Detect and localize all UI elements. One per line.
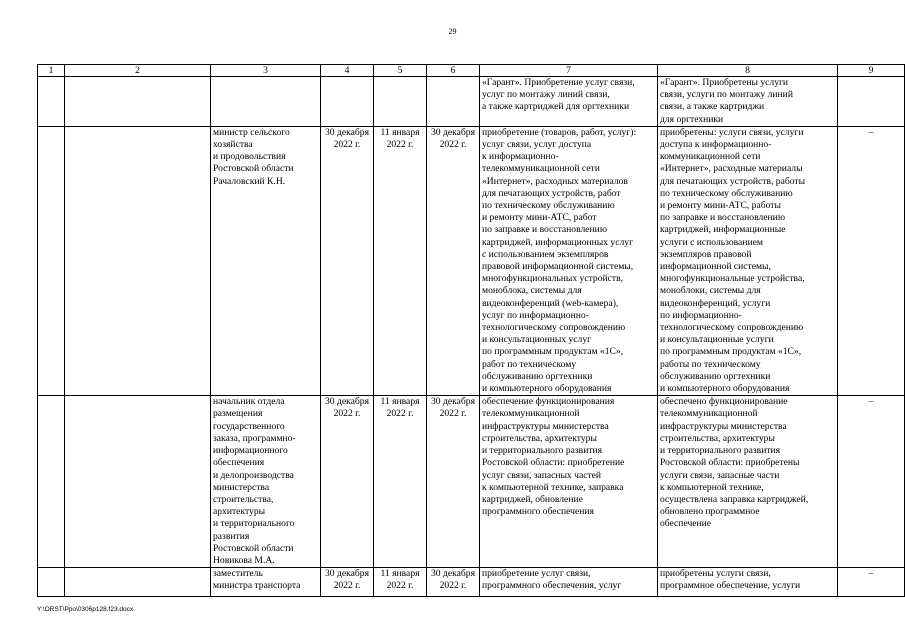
text-line: архитектуры (213, 506, 266, 518)
cell-note: – (838, 126, 905, 395)
column-header: 2 (65, 65, 211, 77)
text-line: Новикова М.А. (213, 554, 275, 566)
text-line: 30 декабря (325, 396, 369, 408)
column-header: 8 (658, 65, 838, 77)
table-row (38, 568, 905, 597)
text-line: обеспечено функционирование (660, 396, 788, 408)
cell-actual-result (658, 126, 838, 395)
cell-note: – (838, 568, 905, 597)
cell-empty (65, 568, 211, 597)
text-line: программного обеспечения (482, 506, 594, 518)
text-line: 30 декабря (325, 126, 369, 138)
table-row (38, 77, 905, 127)
text-line: к компьютерной технике, заправка (482, 481, 624, 493)
cell-official (211, 77, 321, 127)
text-line: работ по техническому (482, 358, 577, 370)
text-line: по программным продуктам «1С», (482, 346, 624, 358)
text-line: осуществлена заправка картриджей, (660, 493, 809, 505)
text-line: 2022 г. (333, 408, 361, 420)
text-line: экземпляров правовой (660, 248, 752, 260)
cell-empty (65, 77, 211, 127)
text-line: 30 декабря (431, 396, 475, 408)
text-line: и компьютерного оборудования (660, 383, 790, 395)
text-line: и территориального (213, 518, 295, 530)
text-line: обслуживанию оргтехники (482, 370, 593, 382)
cell-note: – (838, 396, 905, 568)
cell-actual-result (658, 396, 838, 568)
text-line: строительства, архитектуры (482, 432, 597, 444)
text-line: информационной системы, (660, 261, 771, 273)
text-line: связи, услуги по монтажу линий (660, 89, 793, 101)
text-line: программного обеспечения, услуг (482, 580, 622, 592)
cell-planned-activity (480, 396, 658, 568)
text-line: 30 декабря (431, 568, 475, 580)
text-line: видеоконференций (web-камера), (482, 297, 619, 309)
text-line: заказа, программно- (213, 432, 296, 444)
text-line: 2022 г. (386, 580, 414, 592)
text-line: министерства (213, 481, 270, 493)
text-line: по информационно- (660, 309, 742, 321)
cell-note (838, 77, 905, 127)
text-line: информационного (213, 445, 288, 457)
text-line: услуг по монтажу линий связи, (482, 89, 610, 101)
column-header: 9 (838, 65, 905, 77)
cell-official (211, 568, 321, 597)
text-line: и территориального развития (660, 445, 781, 457)
text-line: и компьютерного оборудования (482, 383, 612, 395)
text-line: услуг связи, услуг доступа (482, 139, 592, 151)
text-line: 2022 г. (439, 139, 467, 151)
text-line: картриджей, информационных услуг (482, 236, 634, 248)
text-line: размещения (213, 408, 263, 420)
text-line: и территориального развития (482, 445, 603, 457)
cell-planned-activity (480, 77, 658, 127)
cell-actual-result (658, 77, 838, 127)
cell-fact-date (374, 126, 427, 395)
text-line: начальник отдела (213, 396, 285, 408)
cell-fact-date (374, 77, 427, 127)
text-line: технологическому сопровождению (482, 322, 626, 334)
text-line: строительства, архитектуры (660, 432, 775, 444)
report-table (37, 64, 905, 597)
text-line: хозяйства (213, 139, 253, 151)
text-line: с использованием экземпляров (482, 248, 609, 260)
table-body (38, 65, 905, 597)
text-line: по техническому обслуживанию (482, 200, 615, 212)
text-line: 30 декабря (325, 568, 369, 580)
cell-plan-date (321, 126, 374, 395)
text-line: к информационно- (482, 151, 559, 163)
text-line: и консультационных услуг (482, 334, 592, 346)
text-line: по программным продуктам «1С», (660, 346, 802, 358)
text-line: 11 января (380, 396, 420, 408)
text-line: телекоммуникационной (482, 408, 580, 420)
text-line: для печатающих устройств, работ (482, 187, 621, 199)
text-line: «Гарант». Приобретение услуг связи, (482, 77, 635, 88)
text-line: и ремонту мини-АТС, работы (660, 200, 781, 212)
text-line: услуг по информационно- (482, 309, 589, 321)
text-line: многофункциональные устройства, (660, 273, 805, 285)
text-line: и продовольствия (213, 151, 286, 163)
text-line: технологическому сопровождению (660, 322, 804, 334)
text-line: для печатающих устройств, работы (660, 175, 806, 187)
text-line: развития (213, 530, 250, 542)
column-header: 5 (374, 65, 427, 77)
text-line: «Интернет», расходные материалы (660, 163, 803, 175)
cell-planned-activity (480, 568, 658, 597)
text-line: связи, а также картриджи (660, 101, 765, 113)
text-line: 2022 г. (333, 139, 361, 151)
text-line: 2022 г. (386, 139, 414, 151)
text-line: приобретение услуг связи, (482, 568, 591, 580)
text-line: инфраструктуры министерства (660, 420, 787, 432)
cell-empty (38, 396, 65, 568)
cell-plan-date (321, 77, 374, 127)
text-line: инфраструктуры министерства (482, 420, 609, 432)
text-line: моноблоки, системы для (660, 285, 761, 297)
column-header: 1 (38, 65, 65, 77)
text-line: Ростовской области (213, 163, 294, 175)
cell-fact-date (374, 568, 427, 597)
text-line: обновлено программное (660, 506, 760, 518)
column-header: 4 (321, 65, 374, 77)
text-line: многофункциональных устройств, (482, 273, 624, 285)
text-line: доступа к информационно- (660, 139, 772, 151)
text-line: моноблока, системы для (482, 285, 582, 297)
text-line: приобретение (товаров, работ, услуг): (482, 126, 637, 138)
text-line: министра транспорта (213, 580, 301, 592)
text-line: обеспечения (213, 457, 265, 469)
text-line: приобретены: услуги связи, услуги (660, 126, 804, 138)
cell-report-date (427, 126, 480, 395)
cell-fact-date (374, 396, 427, 568)
text-line: телекоммуникационной сети (482, 163, 600, 175)
cell-empty (38, 568, 65, 597)
text-line: 11 января (380, 126, 420, 138)
text-line: «Гарант». Приобретены услуги (660, 77, 789, 88)
cell-planned-activity (480, 126, 658, 395)
text-line: 2022 г. (439, 580, 467, 592)
text-line: 30 декабря (431, 126, 475, 138)
text-line: 2022 г. (439, 408, 467, 420)
text-line: картриджей, обновление (482, 493, 583, 505)
text-line: по заправке и восстановлению (482, 224, 607, 236)
column-header: 6 (427, 65, 480, 77)
text-line: услуги с использованием (660, 236, 763, 248)
text-line: 2022 г. (386, 408, 414, 420)
text-line: телекоммуникационной (660, 408, 758, 420)
cell-official (211, 396, 321, 568)
cell-empty (38, 77, 65, 127)
text-line: услуг связи, запасных частей (482, 469, 602, 481)
cell-actual-result (658, 568, 838, 597)
text-line: и делопроизводства (213, 469, 294, 481)
text-line: услуги связи, запасные части (660, 469, 780, 481)
text-line: заместитель (213, 568, 263, 580)
text-line: 11 января (380, 568, 420, 580)
text-line: и ремонту мини-АТС, работ (482, 212, 597, 224)
text-line: «Интернет», расходных материалов (482, 175, 628, 187)
text-line: правовой информационной системы, (482, 261, 634, 273)
cell-report-date (427, 77, 480, 127)
text-line: Рачаловский К.Н. (213, 175, 286, 187)
text-line: 2022 г. (333, 580, 361, 592)
cell-report-date (427, 396, 480, 568)
text-line: строительства, (213, 493, 274, 505)
page-number: 29 (448, 27, 457, 36)
text-line: и консультационные услуги (660, 334, 774, 346)
column-header: 3 (211, 65, 321, 77)
text-line: работы по техническому (660, 358, 761, 370)
text-line: министр сельского (213, 126, 290, 138)
text-line: по заправке и восстановлению (660, 212, 785, 224)
cell-empty (65, 126, 211, 395)
text-line: а также картриджей для оргтехники (482, 101, 630, 113)
cell-official (211, 126, 321, 395)
text-line: по техническому обслуживанию (660, 187, 793, 199)
cell-empty (65, 396, 211, 568)
text-line: Ростовской области: приобретены (660, 457, 800, 469)
column-header: 7 (480, 65, 658, 77)
text-line: обеспечение функционирования (482, 396, 615, 408)
text-line: обеспечение (660, 518, 712, 530)
table-row (38, 126, 905, 395)
text-line: картриджей, информационные (660, 224, 786, 236)
text-line: Ростовской области: приобретение (482, 457, 625, 469)
cell-plan-date (321, 568, 374, 597)
footer-file-path: Y:\ORST\Ppo\0306p128.f23.docx (37, 606, 134, 613)
text-line: приобретены услуги связи, (660, 568, 771, 580)
table-row (38, 396, 905, 568)
text-line: для оргтехники (660, 113, 724, 125)
cell-empty (38, 126, 65, 395)
text-line: к компьютерной технике, (660, 481, 764, 493)
text-line: государственного (213, 420, 285, 432)
text-line: обслуживанию оргтехники (660, 370, 771, 382)
text-line: коммуникационной сети (660, 151, 761, 163)
text-line: видеоконференций, услуги (660, 297, 771, 309)
text-line: Ростовской области (213, 542, 294, 554)
text-line: программное обеспечение, услуги (660, 580, 801, 592)
column-number-row (38, 65, 905, 77)
cell-report-date (427, 568, 480, 597)
cell-plan-date (321, 396, 374, 568)
